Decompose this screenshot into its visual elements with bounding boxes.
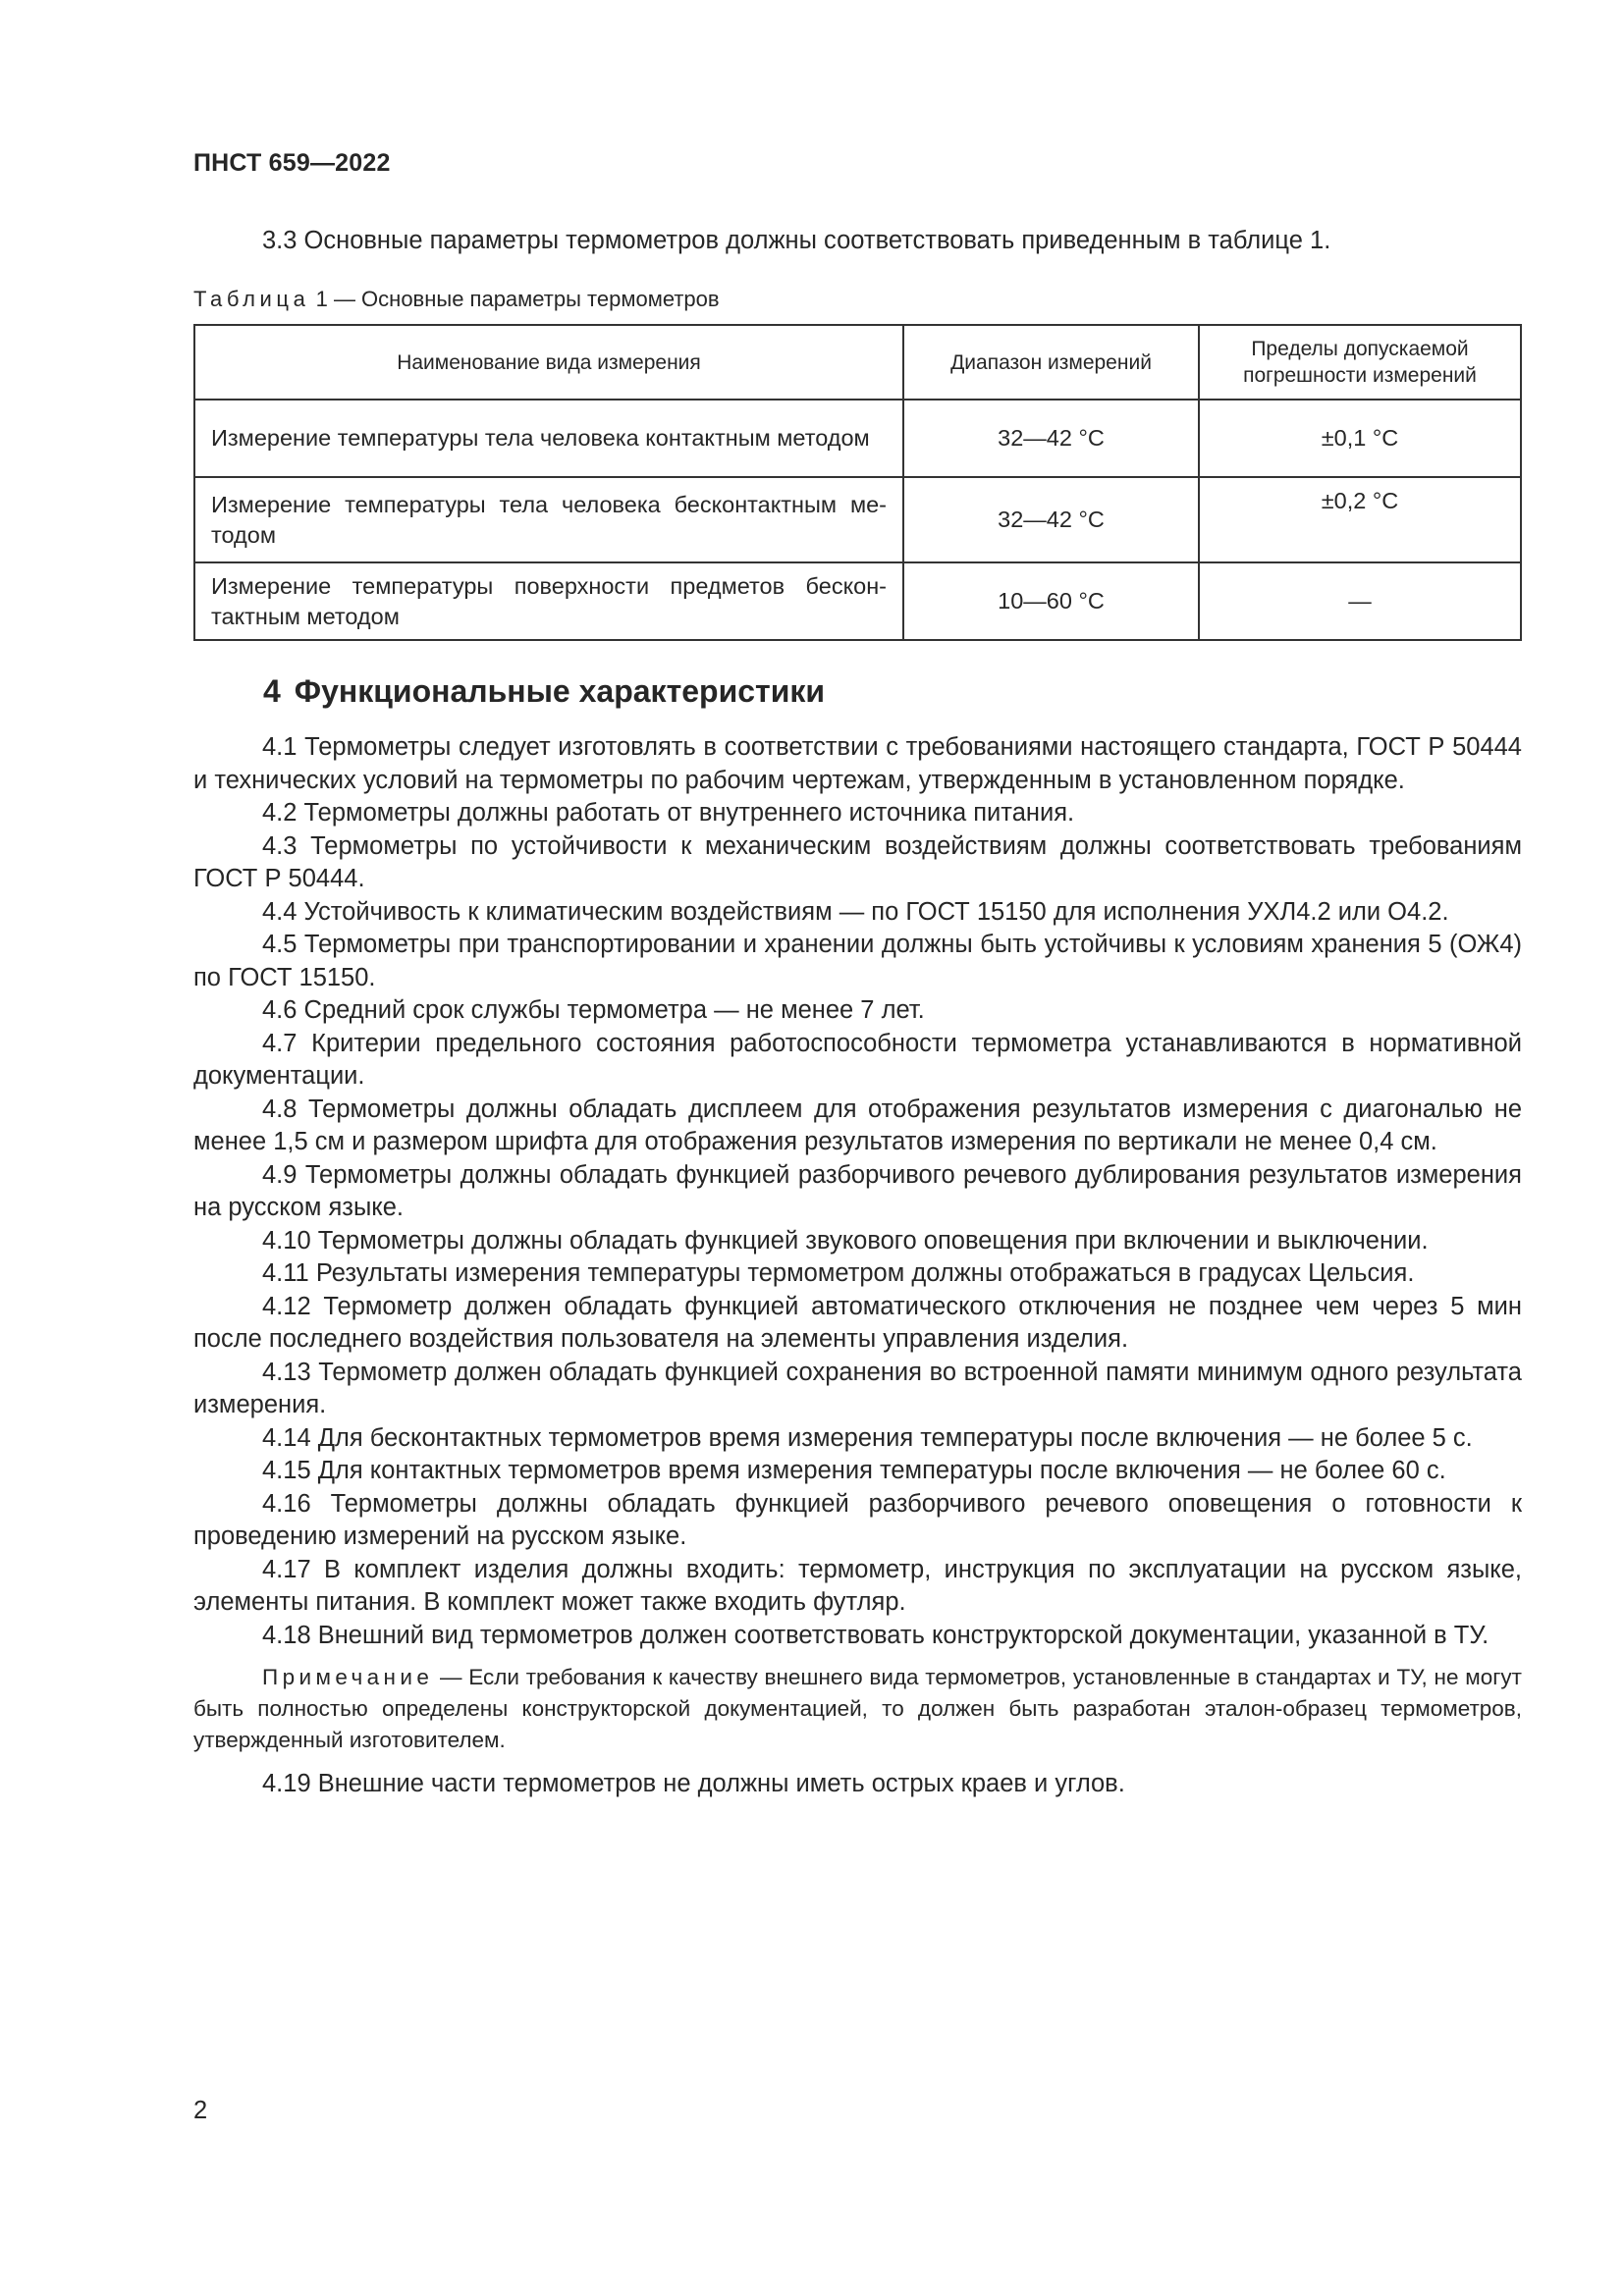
row-range: 10—60 °С: [903, 562, 1199, 640]
paragraph-4-2: 4.2 Термометры должны работать от внутреннего источника питания.: [262, 799, 1075, 827]
row-range: 32—42 °С: [903, 400, 1199, 477]
table-caption: [193, 287, 720, 312]
paragraph-4-9: 4.9 Термометры должны обладать функцией разборчивого речевого дублирования результатов измерения на русском языке.: [193, 1160, 1522, 1221]
paragraph-4-12: 4.12 Термометр должен обладать функцией автоматического отключения не позднее чем через 5 мин после последнего воздействия пользователя на элементы управления изделия.: [193, 1292, 1522, 1353]
table-row: [194, 477, 1521, 562]
note-text: — Если требования к качеству внешнего вида термометров, установленные в стандартах и ТУ, не могут быть полностью определены конструкторской документацией, то должен быть разработан эталон-образец термометров, утвержденный изготовителем.: [193, 1665, 1522, 1752]
section-body: [193, 731, 1522, 1801]
paragraph-4-14: 4.14 Для бесконтактных термометров время измерения температуры после включения — не более 5 с.: [262, 1423, 1473, 1452]
row-name: Измерение температуры тела человека контактным методом: [194, 400, 903, 477]
paragraph-4-5: 4.5 Термометры при транспортировании и хранении должны быть устойчивы к условиям хранения 5 (ОЖ4) по ГОСТ 15150.: [193, 931, 1522, 991]
paragraph-4-11: 4.11 Результаты измерения температуры термометром должны отображаться в градусах Цельсия.: [262, 1259, 1415, 1287]
paragraph-4-13: 4.13 Термометр должен обладать функцией сохранения во встроенной памяти минимум одного результата измерения.: [193, 1358, 1522, 1418]
paragraph-4-17: 4.17 В комплект изделия должны входить: термометр, инструкция по эксплуатации на русском языке, элементы питания. В комплект может также входить футляр.: [193, 1555, 1522, 1616]
document-code: ПНСТ 659—2022: [193, 149, 391, 177]
parameters-table: [193, 324, 1522, 641]
row-name: Измерение температуры тела человека бесконтактным методом: [194, 477, 903, 562]
paragraph-4-6: 4.6 Средний срок службы термометра — не менее 7 лет.: [262, 996, 925, 1024]
table-caption-label: Таблица: [193, 287, 310, 311]
page-number: 2: [193, 2097, 208, 2124]
row-range: 32—42 °С: [903, 477, 1199, 562]
section-title: Функциональные характеристики: [294, 673, 826, 709]
header-measurement-range: Диапазон измерений: [903, 325, 1199, 400]
row-error: —: [1199, 562, 1521, 640]
paragraph-4-16: 4.16 Термометры должны обладать функцией разборчивого речевого оповещения о готовности к проведению измерений на русском языке.: [193, 1489, 1522, 1550]
paragraph-4-18: 4.18 Внешний вид термометров должен соответствовать конструкторской документации, указанной в ТУ.: [262, 1621, 1489, 1649]
paragraph-3-3: 3.3 Основные параметры термометров должны соответствовать приведенным в таблице 1.: [262, 227, 1331, 254]
table-header-row: [194, 325, 1521, 400]
table-row: [194, 562, 1521, 640]
note: [193, 1662, 1522, 1756]
paragraph-4-1: 4.1 Термометры следует изготовлять в соответствии с требованиями настоящего стандарта, ГОСТ Р 50444 и технических условий на термометры по рабочим чертежам, утвержденным в установленном порядке.: [193, 733, 1522, 794]
paragraph-4-7: 4.7 Критерии предельного состояния работоспособности термометра устанавливаются в нормативной документации.: [193, 1029, 1522, 1090]
table-caption-text: 1 — Основные параметры термометров: [315, 287, 720, 311]
paragraph-4-8: 4.8 Термометры должны обладать дисплеем для отображения результатов измерения с диагональю не менее 1,5 см и размером шрифта для отображения результатов измерения по вертикали не менее 0,4 см.: [193, 1095, 1522, 1155]
paragraph-4-4: 4.4 Устойчивость к климатическим воздействиям — по ГОСТ 15150 для исполнения УХЛ4.2 или О4.2.: [262, 897, 1449, 926]
note-label: Примечание: [262, 1665, 434, 1689]
paragraph-4-10: 4.10 Термометры должны обладать функцией звукового оповещения при включении и выключении.: [262, 1226, 1429, 1255]
paragraph-4-3: 4.3 Термометры по устойчивости к механическим воздействиям должны соответствовать требованиям ГОСТ Р 50444.: [193, 831, 1522, 892]
table-row: [194, 400, 1521, 477]
header-error-limits: Пределы допускаемой погрешности измерений: [1199, 325, 1521, 400]
row-error: ±0,1 °С: [1199, 400, 1521, 477]
row-name: Измерение температуры поверхности предметов бесконтактным методом: [194, 562, 903, 640]
row-error: ±0,2 °С: [1199, 477, 1521, 562]
header-measurement-type: Наименование вида измерения: [194, 325, 903, 400]
paragraph-4-15: 4.15 Для контактных термометров время измерения температуры после включения — не более 60 с.: [262, 1457, 1446, 1484]
section-heading: [263, 673, 825, 710]
paragraph-4-19: 4.19 Внешние части термометров не должны иметь острых краев и углов.: [262, 1770, 1125, 1797]
section-number: 4: [263, 673, 281, 709]
